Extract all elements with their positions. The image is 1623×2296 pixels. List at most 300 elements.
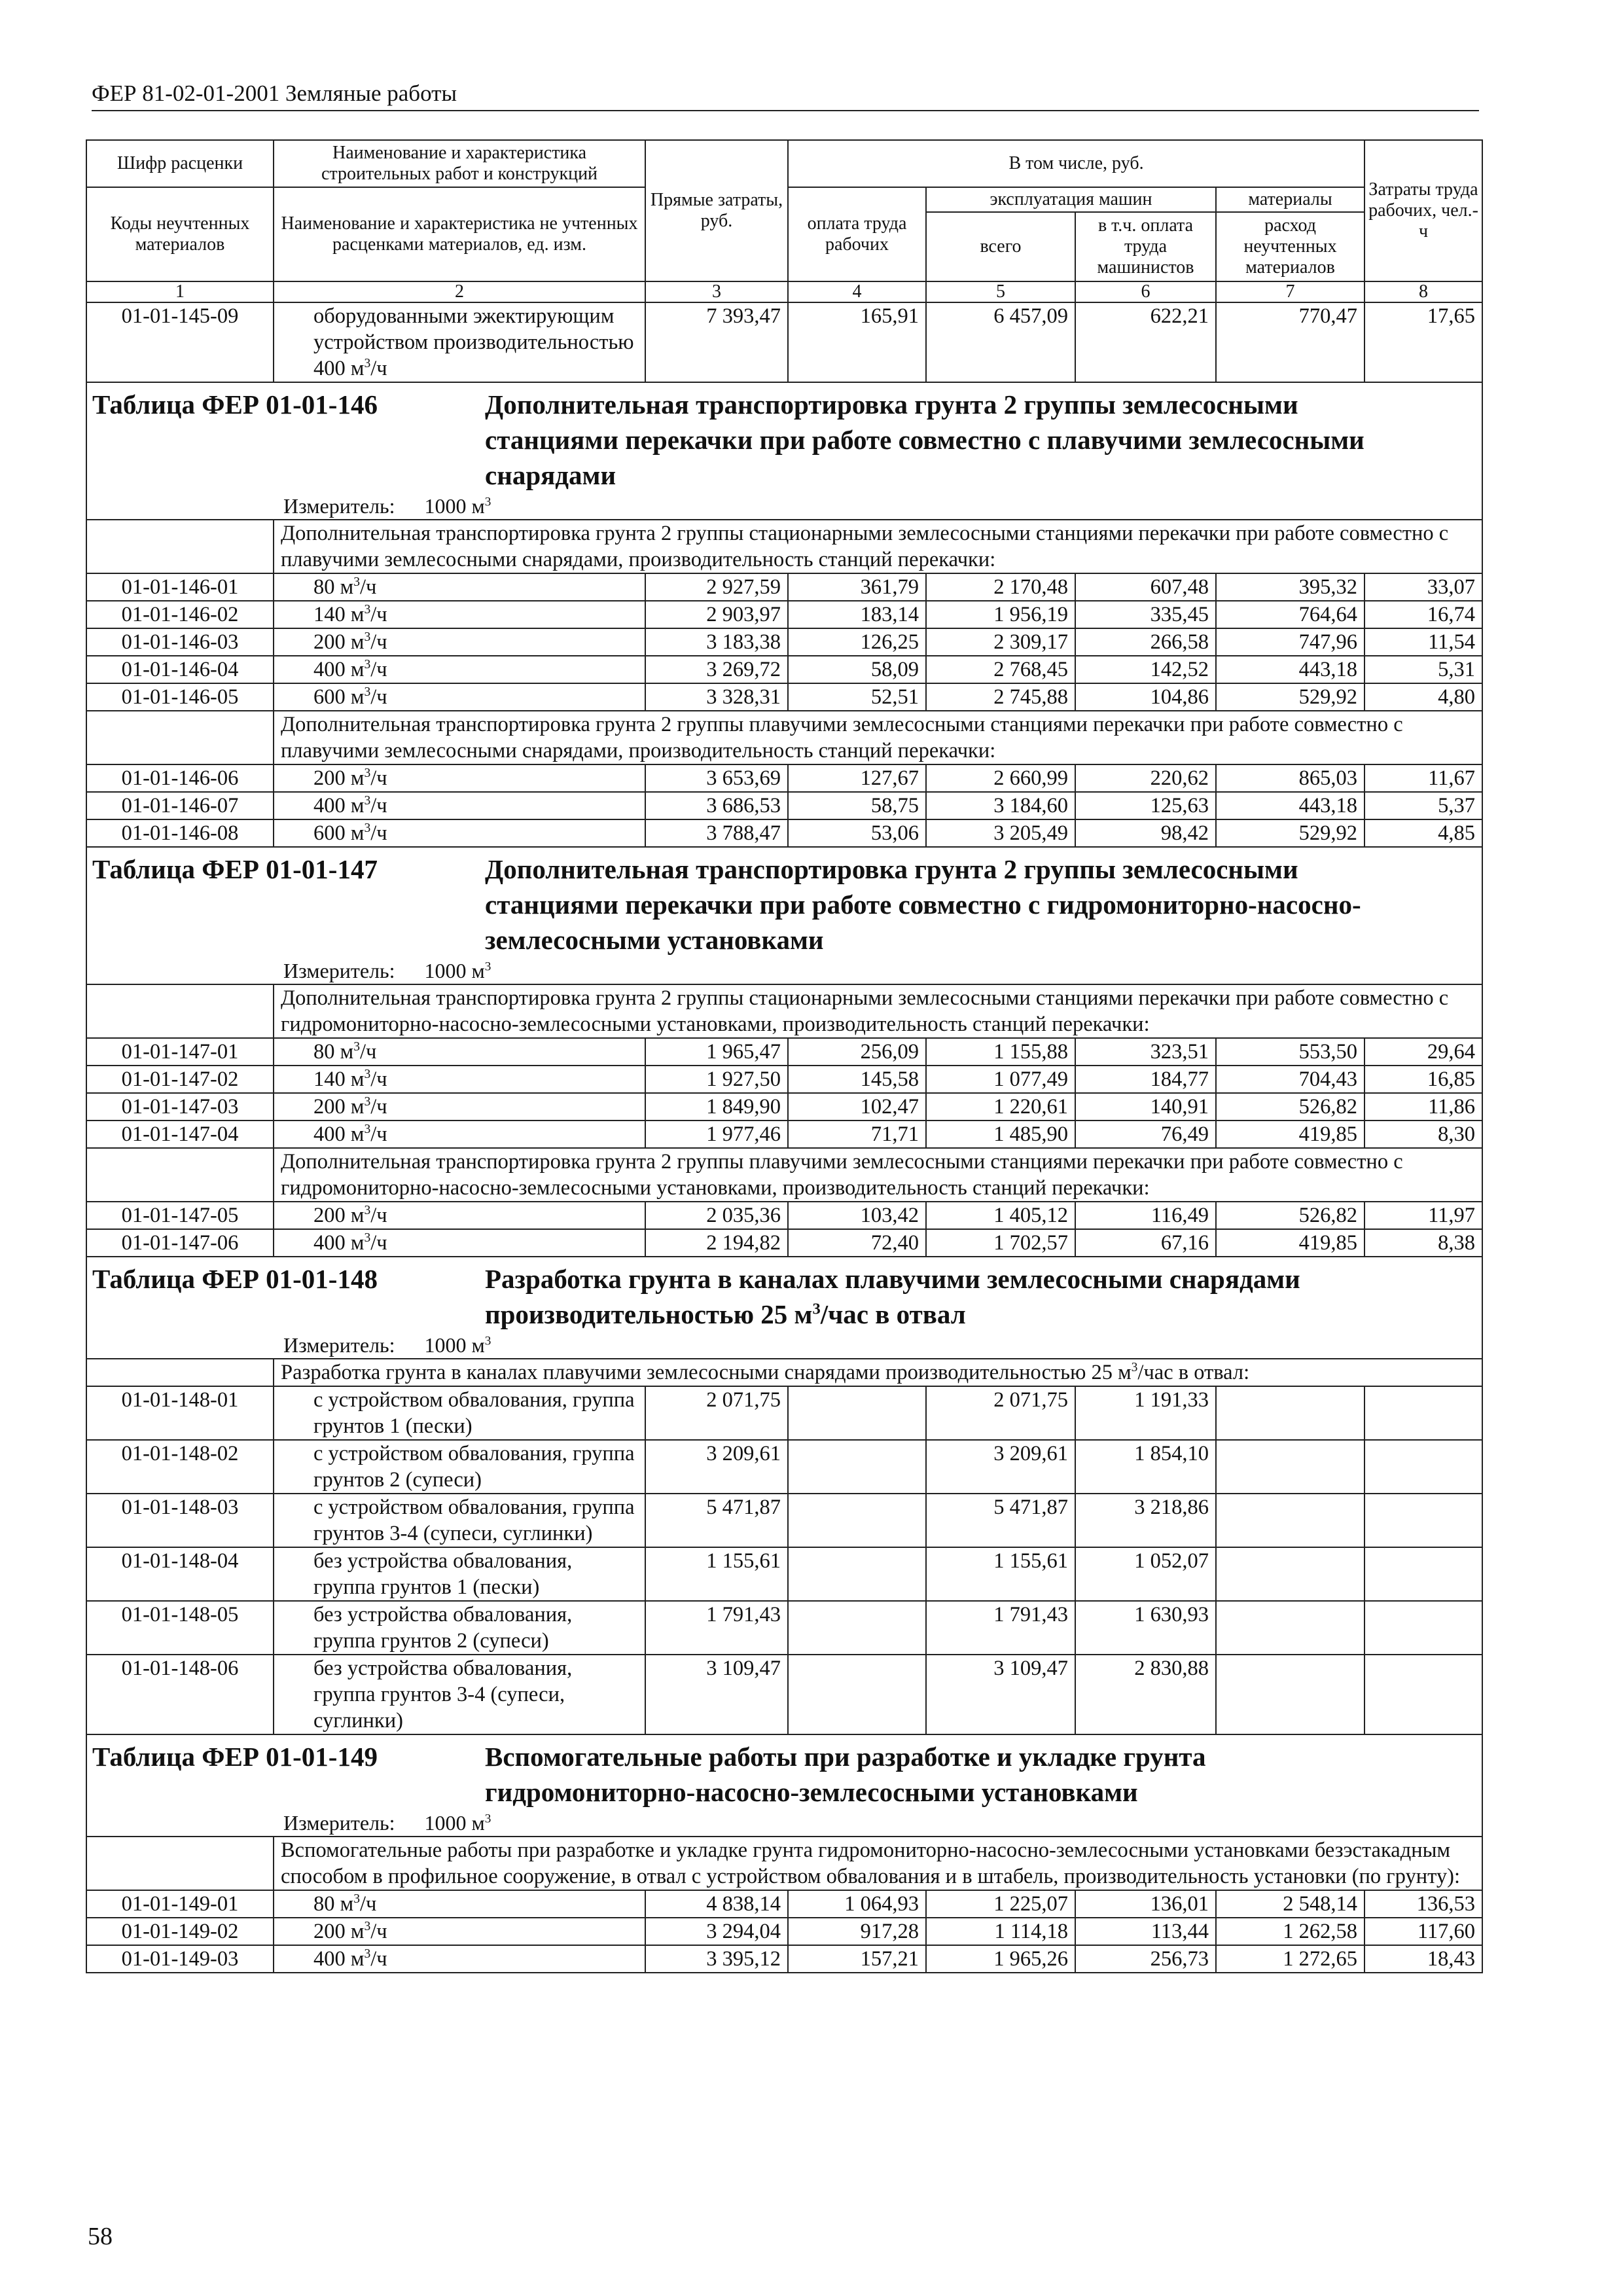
rate-value	[1216, 1386, 1364, 1440]
table-row	[86, 764, 1482, 792]
rate-code: 01-01-146-08	[86, 819, 274, 847]
table-name: Дополнительная транспортировка грунта 2 группы землесосными станциями перекачки при работе совместно с гидромониторно-насосно-землесосными установками	[485, 854, 1361, 955]
rate-value: 3 109,47	[926, 1655, 1075, 1734]
col-name: Наименование и характеристика строительных работ и конструкций	[274, 140, 645, 187]
rate-value	[788, 1440, 926, 1494]
rate-value: 529,92	[1216, 819, 1364, 847]
col-machines: эксплуатация машин	[926, 187, 1216, 212]
rate-code: 01-01-147-06	[86, 1229, 274, 1257]
col-codes: Коды неучтенных материалов	[86, 187, 274, 281]
table-row	[86, 1038, 1482, 1066]
rate-description-text: 200 $м^3/ч$	[313, 1095, 387, 1119]
rate-value: 136,53	[1364, 1890, 1482, 1918]
rate-code: 01-01-148-01	[86, 1386, 274, 1440]
rate-value: 2 927,59	[645, 573, 788, 601]
rate-value: 1 155,88	[926, 1038, 1075, 1066]
rate-description	[274, 656, 645, 683]
rate-value: 3 686,53	[645, 792, 788, 819]
rate-code: 01-01-148-04	[86, 1547, 274, 1601]
meter	[86, 1810, 1482, 1837]
col-cipher: Шифр расценки	[86, 140, 274, 187]
group-description: Вспомогательные работы при разработке и укладке грунта гидромониторно-насосно-землесосными установками безэстакадным способом в профильное сооружение, в отвал с устройством обвалования и в штабель, производительность установки (по грунту):	[274, 1837, 1482, 1890]
blank-cell	[86, 711, 274, 764]
rate-value: 11,54	[1364, 628, 1482, 656]
rate-value	[1364, 1601, 1482, 1655]
table-title	[86, 1257, 1482, 1332]
col-machines-total: всего	[926, 212, 1075, 281]
rate-description-text: 200 $м^3/ч$	[313, 1920, 387, 1943]
rate-description-text: 600 $м^3/ч$	[313, 821, 387, 845]
rate-description	[274, 683, 645, 711]
meter-row	[86, 958, 1482, 984]
group-description: Дополнительная транспортировка грунта 2 группы плавучими землесосными станциями перекачки при работе совместно с плавучими землесосными снарядами, производительность станций перекачки:	[274, 711, 1482, 764]
rate-description	[274, 1494, 645, 1547]
rate-value: 526,82	[1216, 1202, 1364, 1229]
rate-value: 3 184,60	[926, 792, 1075, 819]
group-description-row	[86, 711, 1482, 764]
rate-value: 2 830,88	[1075, 1655, 1216, 1734]
rate-description	[274, 1890, 645, 1918]
group-description-row	[86, 1359, 1482, 1386]
rate-value: 256,09	[788, 1038, 926, 1066]
table-row	[86, 1547, 1482, 1601]
rate-value: 1 262,58	[1216, 1918, 1364, 1945]
rate-value: 747,96	[1216, 628, 1364, 656]
rate-value	[1216, 1547, 1364, 1601]
rate-value: 136,01	[1075, 1890, 1216, 1918]
rate-code: 01-01-148-06	[86, 1655, 274, 1734]
rate-description	[274, 628, 645, 656]
meter-row	[86, 1332, 1482, 1359]
rate-value: 1 114,18	[926, 1918, 1075, 1945]
table-row	[86, 573, 1482, 601]
rate-value: 16,85	[1364, 1066, 1482, 1093]
rate-description-text: 140 $м^3/ч$	[313, 603, 387, 626]
rate-value: 98,42	[1075, 819, 1216, 847]
meter-label: Измеритель:	[283, 1811, 395, 1835]
rate-value: 335,45	[1075, 601, 1216, 628]
rate-description-text: с устройством обвалования, группа грунтов 1 (пески)	[313, 1388, 635, 1438]
rate-value: 5 471,87	[926, 1494, 1075, 1547]
rate-value: 443,18	[1216, 656, 1364, 683]
rate-description	[274, 1945, 645, 1973]
rate-description-text: 200 $м^3/ч$	[313, 1204, 387, 1227]
rate-description	[274, 1038, 645, 1066]
rate-value: 361,79	[788, 573, 926, 601]
rate-value: 33,07	[1364, 573, 1482, 601]
rate-value: 2 071,75	[645, 1386, 788, 1440]
rate-code: 01-01-149-03	[86, 1945, 274, 1973]
rate-value: 18,43	[1364, 1945, 1482, 1973]
rate-value: 76,49	[1075, 1121, 1216, 1148]
rate-value: 4 838,14	[645, 1890, 788, 1918]
table-row	[86, 1918, 1482, 1945]
rate-description	[274, 1655, 645, 1734]
rate-value: 865,03	[1216, 764, 1364, 792]
rate-description-text: 400 $м^3/ч$	[313, 1122, 387, 1146]
table-row	[86, 1440, 1482, 1494]
rate-description	[274, 1093, 645, 1121]
table-label: Таблица ФЕР 01-01-149	[92, 1742, 378, 1772]
rate-code: 01-01-145-09	[86, 302, 274, 382]
rate-value	[1216, 1494, 1364, 1547]
rate-code: 01-01-149-02	[86, 1918, 274, 1945]
column-number: 8	[1364, 281, 1482, 302]
table-label: Таблица ФЕР 01-01-146	[92, 389, 378, 420]
rate-value: 443,18	[1216, 792, 1364, 819]
rate-value: 11,97	[1364, 1202, 1482, 1229]
rate-value: 3 653,69	[645, 764, 788, 792]
rate-description-text: оборудованными эжектирующим устройством производительностью 400 $м^3/ч$	[313, 304, 634, 380]
column-number: 3	[645, 281, 788, 302]
blank-cell	[86, 1359, 274, 1386]
group-description: Дополнительная транспортировка грунта 2 группы плавучими землесосными станциями перекачки при работе совместно с гидромониторно-насосно-землесосными установками, производительность станций перекачки:	[274, 1148, 1482, 1202]
table-title-row	[86, 382, 1482, 493]
meter-value: 1000 $м^3$	[424, 1811, 491, 1835]
rate-value: 6 457,09	[926, 302, 1075, 382]
rate-description	[274, 1918, 645, 1945]
rate-value: 3 328,31	[645, 683, 788, 711]
meter-label: Измеритель:	[283, 1333, 395, 1357]
rate-value: 1 965,47	[645, 1038, 788, 1066]
rate-value: 127,67	[788, 764, 926, 792]
rate-description-text: 600 $м^3/ч$	[313, 685, 387, 709]
rate-value: 2 071,75	[926, 1386, 1075, 1440]
rate-code: 01-01-147-02	[86, 1066, 274, 1093]
meter	[86, 1332, 1482, 1359]
column-number: 6	[1075, 281, 1216, 302]
table-row	[86, 628, 1482, 656]
col-labor: Затраты труда рабочих, чел.-ч	[1364, 140, 1482, 281]
rate-value: 1 965,26	[926, 1945, 1075, 1973]
rate-value: 419,85	[1216, 1229, 1364, 1257]
rate-value: 113,44	[1075, 1918, 1216, 1945]
rate-description-text: 400 $м^3/ч$	[313, 1947, 387, 1971]
rate-code: 01-01-147-04	[86, 1121, 274, 1148]
group-description-row	[86, 520, 1482, 573]
rate-value: 1 225,07	[926, 1890, 1075, 1918]
meter-row	[86, 493, 1482, 520]
rate-value: 142,52	[1075, 656, 1216, 683]
rate-description-text: 80 $м^3/ч$	[313, 1892, 377, 1916]
rate-value: 11,86	[1364, 1093, 1482, 1121]
rate-value: 104,86	[1075, 683, 1216, 711]
rate-code: 01-01-146-07	[86, 792, 274, 819]
rate-value	[1364, 1547, 1482, 1601]
rate-value: 917,28	[788, 1918, 926, 1945]
meter-label: Измеритель:	[283, 959, 395, 982]
rate-value: 145,58	[788, 1066, 926, 1093]
rate-value: 3 109,47	[645, 1655, 788, 1734]
rate-value: 1 155,61	[645, 1547, 788, 1601]
table-label: Таблица ФЕР 01-01-147	[92, 854, 378, 884]
rate-value	[1216, 1601, 1364, 1655]
rate-description-text: с устройством обвалования, группа грунтов 3-4 (супеси, суглинки)	[313, 1496, 635, 1545]
rate-value: 1 052,07	[1075, 1547, 1216, 1601]
rate-value: 7 393,47	[645, 302, 788, 382]
meter	[86, 493, 1482, 520]
rate-description-text: без устройства обвалования, группа грунтов 2 (супеси)	[313, 1603, 573, 1653]
rate-description	[274, 302, 645, 382]
rate-description-text: 80 $м^3/ч$	[313, 575, 377, 599]
blank-cell	[86, 520, 274, 573]
rate-value: 3 395,12	[645, 1945, 788, 1973]
rate-value: 1 485,90	[926, 1121, 1075, 1148]
rate-description	[274, 819, 645, 847]
rate-value: 2 194,82	[645, 1229, 788, 1257]
rate-value: 607,48	[1075, 573, 1216, 601]
rate-description-text: с устройством обвалования, группа грунтов 2 (супеси)	[313, 1442, 635, 1492]
rate-value: 3 183,38	[645, 628, 788, 656]
rate-code: 01-01-146-03	[86, 628, 274, 656]
rate-value: 5 471,87	[645, 1494, 788, 1547]
rate-value: 4,80	[1364, 683, 1482, 711]
rate-value: 323,51	[1075, 1038, 1216, 1066]
rate-value: 8,38	[1364, 1229, 1482, 1257]
rate-code: 01-01-148-05	[86, 1601, 274, 1655]
rate-description-text: без устройства обвалования, группа грунтов 1 (пески)	[313, 1549, 573, 1599]
rate-value: 1 272,65	[1216, 1945, 1364, 1973]
rate-value: 1 977,46	[645, 1121, 788, 1148]
rate-value: 256,73	[1075, 1945, 1216, 1973]
table-row	[86, 656, 1482, 683]
table-row	[86, 1601, 1482, 1655]
table-title	[86, 382, 1482, 493]
meter-label: Измеритель:	[283, 494, 395, 518]
rate-value	[788, 1386, 926, 1440]
meter-value: 1000 $м^3$	[424, 494, 491, 518]
meter-row	[86, 1810, 1482, 1837]
rate-code: 01-01-146-05	[86, 683, 274, 711]
rate-value: 1 630,93	[1075, 1601, 1216, 1655]
rate-value: 117,60	[1364, 1918, 1482, 1945]
rate-value	[788, 1494, 926, 1547]
rate-value: 8,30	[1364, 1121, 1482, 1148]
rate-value: 1 702,57	[926, 1229, 1075, 1257]
rate-value: 103,42	[788, 1202, 926, 1229]
rate-value: 1 191,33	[1075, 1386, 1216, 1440]
rate-description-text: 200 $м^3/ч$	[313, 630, 387, 654]
rate-description	[274, 1229, 645, 1257]
table-row	[86, 683, 1482, 711]
rate-value: 4,85	[1364, 819, 1482, 847]
rate-value: 1 849,90	[645, 1093, 788, 1121]
rate-description-text: 80 $м^3/ч$	[313, 1040, 377, 1064]
rate-value: 529,92	[1216, 683, 1364, 711]
rate-value: 11,67	[1364, 764, 1482, 792]
meter	[86, 958, 1482, 984]
rate-value: 165,91	[788, 302, 926, 382]
rate-value: 2 745,88	[926, 683, 1075, 711]
rate-description	[274, 1202, 645, 1229]
group-description: Дополнительная транспортировка грунта 2 группы стационарными землесосными станциями перекачки при работе совместно с плавучими землесосными снарядами, производительность станций перекачки:	[274, 520, 1482, 573]
rate-value	[788, 1655, 926, 1734]
rate-description-text: 140 $м^3/ч$	[313, 1067, 387, 1091]
rate-description-text: 400 $м^3/ч$	[313, 658, 387, 681]
rate-value: 526,82	[1216, 1093, 1364, 1121]
table-row	[86, 1890, 1482, 1918]
table-title-row	[86, 847, 1482, 958]
rate-code: 01-01-148-03	[86, 1494, 274, 1547]
rate-value: 704,43	[1216, 1066, 1364, 1093]
rate-value: 1 405,12	[926, 1202, 1075, 1229]
table-name: Вспомогательные работы при разработке и укладке грунта гидромониторно-насосно-землесосными установками	[485, 1742, 1206, 1807]
rate-value: 140,91	[1075, 1093, 1216, 1121]
rate-value: 2 548,14	[1216, 1890, 1364, 1918]
rate-description	[274, 601, 645, 628]
rate-code: 01-01-146-06	[86, 764, 274, 792]
table-title-row	[86, 1734, 1482, 1810]
rate-value: 71,71	[788, 1121, 926, 1148]
page-number: 58	[88, 2223, 113, 2250]
rate-description	[274, 1066, 645, 1093]
table-row	[86, 1655, 1482, 1734]
rate-value: 125,63	[1075, 792, 1216, 819]
rate-value: 1 854,10	[1075, 1440, 1216, 1494]
rate-value: 220,62	[1075, 764, 1216, 792]
col-incl: В том числе, руб.	[788, 140, 1364, 187]
table-row	[86, 1494, 1482, 1547]
rate-value: 1 220,61	[926, 1093, 1075, 1121]
table-row	[86, 1202, 1482, 1229]
col-labor-pay: оплата труда рабочих	[788, 187, 926, 281]
rate-value: 3 218,86	[1075, 1494, 1216, 1547]
column-number: 4	[788, 281, 926, 302]
rate-value: 3 205,49	[926, 819, 1075, 847]
rate-code: 01-01-146-04	[86, 656, 274, 683]
col-machinist-pay: в т.ч. оплата труда машинистов	[1075, 212, 1216, 281]
rate-value: 266,58	[1075, 628, 1216, 656]
rate-value: 53,06	[788, 819, 926, 847]
rate-value: 1 791,43	[926, 1601, 1075, 1655]
table-title	[86, 847, 1482, 958]
rate-code: 01-01-148-02	[86, 1440, 274, 1494]
rate-value: 1 155,61	[926, 1547, 1075, 1601]
rate-code: 01-01-149-01	[86, 1890, 274, 1918]
rate-value: 3 209,61	[645, 1440, 788, 1494]
rate-value: 17,65	[1364, 302, 1482, 382]
group-description: Дополнительная транспортировка грунта 2 группы стационарными землесосными станциями перекачки при работе совместно с гидромониторно-насосно-землесосными установками, производительность станций перекачки:	[274, 984, 1482, 1038]
rate-code: 01-01-147-05	[86, 1202, 274, 1229]
meter-value: 1000 $м^3$	[424, 1333, 491, 1357]
rate-value	[788, 1601, 926, 1655]
rate-value: 770,47	[1216, 302, 1364, 382]
rate-value: 1 791,43	[645, 1601, 788, 1655]
rate-value: 102,47	[788, 1093, 926, 1121]
blank-cell	[86, 984, 274, 1038]
rate-value: 116,49	[1075, 1202, 1216, 1229]
rate-value: 1 927,50	[645, 1066, 788, 1093]
rate-description	[274, 1547, 645, 1601]
rate-value: 553,50	[1216, 1038, 1364, 1066]
rate-value: 419,85	[1216, 1121, 1364, 1148]
rate-value	[1364, 1386, 1482, 1440]
rate-value: 3 209,61	[926, 1440, 1075, 1494]
column-number: 1	[86, 281, 274, 302]
table-row	[86, 1386, 1482, 1440]
rates-table	[86, 139, 1483, 1973]
rate-description	[274, 764, 645, 792]
group-description-row	[86, 984, 1482, 1038]
rate-value: 622,21	[1075, 302, 1216, 382]
table-row	[86, 1066, 1482, 1093]
table-row	[86, 1229, 1482, 1257]
rate-value: 3 269,72	[645, 656, 788, 683]
rate-description	[274, 792, 645, 819]
rate-code: 01-01-146-02	[86, 601, 274, 628]
rate-value: 184,77	[1075, 1066, 1216, 1093]
rate-value: 5,37	[1364, 792, 1482, 819]
rate-value: 183,14	[788, 601, 926, 628]
rate-description-text: без устройства обвалования, группа грунтов 3-4 (супеси, суглинки)	[313, 1657, 573, 1732]
rate-value: 3 294,04	[645, 1918, 788, 1945]
table-row	[86, 601, 1482, 628]
rate-description	[274, 1386, 645, 1440]
table-name: Разработка грунта в каналах плавучими землесосными снарядами производительностью 25 $м^3$/час в отвал	[485, 1264, 1300, 1329]
rate-value: 1 064,93	[788, 1890, 926, 1918]
rate-value: 2 170,48	[926, 573, 1075, 601]
rate-description	[274, 573, 645, 601]
rate-value: 2 660,99	[926, 764, 1075, 792]
table-title-row	[86, 1257, 1482, 1332]
rate-value: 1 956,19	[926, 601, 1075, 628]
page-header: ФЕР 81-02-01-2001 Земляные работы	[92, 77, 1479, 111]
table-name: Дополнительная транспортировка грунта 2 группы землесосными станциями перекачки при работе совместно с плавучими землесосными снарядами	[485, 389, 1364, 490]
rate-value: 2 768,45	[926, 656, 1075, 683]
rate-value	[1364, 1494, 1482, 1547]
rate-value: 52,51	[788, 683, 926, 711]
rate-value: 5,31	[1364, 656, 1482, 683]
rate-value: 58,75	[788, 792, 926, 819]
rate-value: 764,64	[1216, 601, 1364, 628]
rate-value: 2 903,97	[645, 601, 788, 628]
rate-value: 2 035,36	[645, 1202, 788, 1229]
rate-value	[1364, 1655, 1482, 1734]
rate-value: 157,21	[788, 1945, 926, 1973]
table-row	[86, 1093, 1482, 1121]
col-materials: материалы	[1216, 187, 1364, 212]
col-materials-sub: расход неучтенных материалов	[1216, 212, 1364, 281]
column-number: 2	[274, 281, 645, 302]
rate-value: 58,09	[788, 656, 926, 683]
rate-value: 2 309,17	[926, 628, 1075, 656]
rate-value	[1216, 1655, 1364, 1734]
rate-value: 126,25	[788, 628, 926, 656]
rate-value	[1216, 1440, 1364, 1494]
table-title	[86, 1734, 1482, 1810]
rate-code: 01-01-146-01	[86, 573, 274, 601]
rate-value	[788, 1547, 926, 1601]
col-name2: Наименование и характеристика не учтенных расценками материалов, ед. изм.	[274, 187, 645, 281]
rate-description-text: 400 $м^3/ч$	[313, 794, 387, 817]
rate-description	[274, 1121, 645, 1148]
table-row	[86, 1121, 1482, 1148]
rate-value: 67,16	[1075, 1229, 1216, 1257]
rate-value: 16,74	[1364, 601, 1482, 628]
rate-value	[1364, 1440, 1482, 1494]
col-direct: Прямые затраты, руб.	[645, 140, 788, 281]
rate-value: 395,32	[1216, 573, 1364, 601]
rate-description	[274, 1440, 645, 1494]
rate-description	[274, 1601, 645, 1655]
group-description-row	[86, 1837, 1482, 1890]
column-number: 5	[926, 281, 1075, 302]
table-label: Таблица ФЕР 01-01-148	[92, 1264, 378, 1294]
group-description-row	[86, 1148, 1482, 1202]
rate-description-text: 200 $м^3/ч$	[313, 766, 387, 790]
rate-value: 29,64	[1364, 1038, 1482, 1066]
table-row	[86, 1945, 1482, 1973]
